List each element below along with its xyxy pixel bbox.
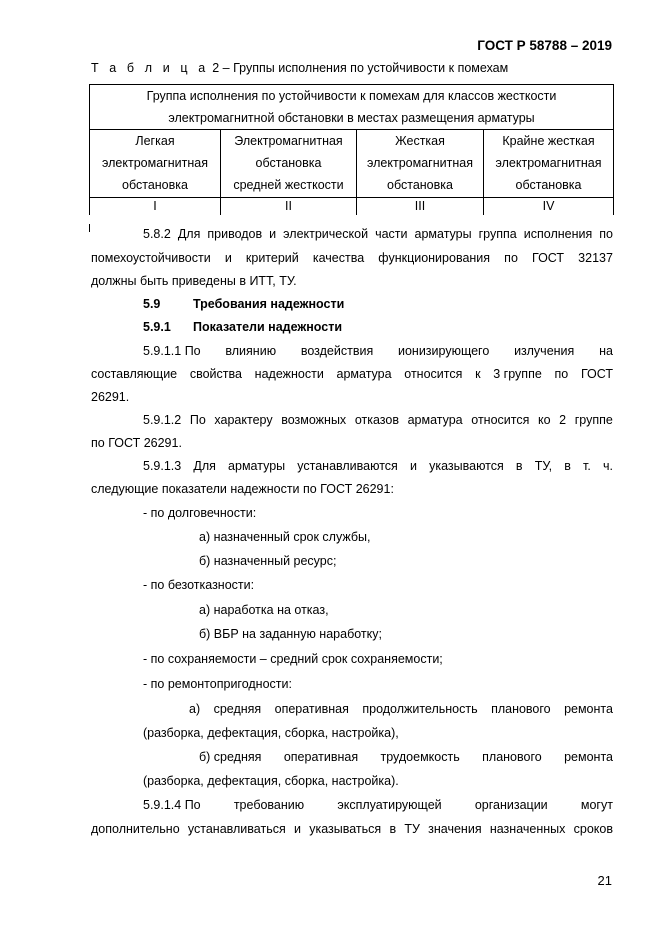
- word: помехоустойчивости: [91, 251, 211, 265]
- table-group-row: [90, 197, 614, 215]
- word: относится: [404, 367, 463, 381]
- column-header-extreme: [484, 130, 614, 198]
- paragraph-line: должны быть приведены в ИТТ, ТУ.: [91, 274, 297, 288]
- word: функционирования: [378, 251, 491, 265]
- word: 5.9.1.3: [143, 459, 182, 473]
- word: 2: [559, 413, 567, 427]
- column-header-medium: [221, 130, 357, 198]
- paragraph-line: [143, 413, 613, 427]
- word: оперативная: [283, 750, 359, 764]
- word: приводов: [207, 227, 263, 241]
- paragraph-line: [143, 344, 613, 358]
- word: ч.: [602, 459, 613, 473]
- word: продолжительность: [362, 702, 478, 716]
- table-caption-prefix: Т а б л и ц а: [91, 61, 209, 75]
- paragraph-line: [91, 251, 613, 265]
- paragraph-line: следующие показатели надежности по ГОСТ 26291:: [91, 482, 394, 496]
- table-group-header-line: электромагнитной обстановки в местах размещения арматуры: [168, 111, 535, 125]
- word: ионизирующего: [397, 344, 490, 358]
- word: критерий: [245, 251, 299, 265]
- word: 3 группе: [493, 367, 542, 381]
- column-header-line: средней жесткости: [233, 178, 344, 193]
- word: эксплуатирующей: [337, 798, 442, 812]
- word: воздействия: [300, 344, 374, 358]
- column-header-line: Легкая: [135, 134, 175, 148]
- word: характеру: [214, 413, 273, 427]
- word: устанавливаться: [187, 822, 286, 836]
- word: устанавливаются: [297, 459, 398, 473]
- word: относится: [471, 413, 530, 427]
- word: ко: [537, 413, 551, 427]
- word: требованию: [233, 798, 305, 812]
- paragraph-line: 26291.: [91, 390, 130, 404]
- word: ГОСТ: [532, 251, 565, 265]
- column-header-line: Электромагнитная: [234, 134, 343, 148]
- word: 5.9.1.1 По: [143, 344, 201, 358]
- paragraph-line: [143, 459, 613, 473]
- word: указываться: [309, 822, 382, 836]
- subsection-number: 5.9.1: [143, 320, 171, 334]
- column-header-light: [90, 130, 221, 198]
- table-group-header-line: Группа исполнения по устойчивости к помехам для классов жесткости: [146, 89, 557, 103]
- word: трудоемкость: [380, 750, 460, 764]
- list-item: - по безотказности:: [143, 578, 255, 592]
- word: планового: [482, 750, 542, 764]
- word: группе: [574, 413, 613, 427]
- list-subitem: а) назначенный срок службы,: [199, 530, 371, 544]
- word: ТУ: [404, 822, 420, 836]
- word: и: [409, 459, 417, 473]
- paragraph-line: [189, 702, 613, 716]
- paragraph-line: [199, 750, 613, 764]
- word: б) средняя: [199, 750, 262, 764]
- word: группа: [478, 227, 517, 241]
- group-cell: III: [357, 197, 484, 215]
- word: 5.9.1.2: [143, 413, 182, 427]
- word: 32137: [578, 251, 613, 265]
- paragraph-line: (разборка, дефектация, сборка, настройка).: [143, 774, 399, 788]
- word: свойства: [189, 367, 242, 381]
- word: ТУ,: [534, 459, 553, 473]
- paragraph-line: [91, 367, 613, 381]
- subsection-title: Показатели надежности: [193, 320, 343, 334]
- word: и: [224, 251, 232, 265]
- standard-header: ГОСТ Р 58788 – 2019: [477, 38, 612, 53]
- column-header-line: Жесткая: [395, 134, 445, 148]
- word: сроков: [573, 822, 613, 836]
- word: 5.9.1.4 По: [143, 798, 201, 812]
- word: а): [189, 702, 201, 716]
- table-group-header-row: [90, 85, 614, 130]
- word: отказов: [354, 413, 399, 427]
- table-caption-title: 2 – Группы исполнения по устойчивости к помехам: [208, 61, 509, 75]
- word: надежности: [254, 367, 324, 381]
- column-header-line: обстановка: [255, 156, 322, 171]
- list-subitem: а) наработка на отказ,: [199, 603, 329, 617]
- word: назначенных: [489, 822, 566, 836]
- word: излучения: [514, 344, 575, 358]
- word: в: [515, 459, 523, 473]
- word: и: [269, 227, 277, 241]
- section-title: Требования надежности: [193, 297, 345, 311]
- word: арматуры: [414, 227, 472, 241]
- table-caption: [91, 61, 508, 75]
- table-edge-mark: [89, 224, 90, 232]
- paragraph-line: [91, 822, 613, 836]
- paragraph-line: (разборка, дефектация, сборка, настройка),: [143, 726, 399, 740]
- word: значения: [428, 822, 482, 836]
- word: ремонта: [564, 702, 613, 716]
- word: арматура: [336, 367, 392, 381]
- word: могут: [580, 798, 613, 812]
- column-header-line: электромагнитная: [495, 156, 602, 171]
- group-cell: IV: [484, 197, 614, 215]
- group-cell: II: [221, 197, 357, 215]
- column-header-line: обстановка: [122, 178, 188, 193]
- table-group-header: [90, 85, 614, 130]
- list-item: - по ремонтопригодности:: [143, 677, 292, 691]
- word: 5.8.2: [143, 227, 171, 241]
- column-header-line: Крайне жесткая: [502, 134, 595, 148]
- word: влиянию: [225, 344, 277, 358]
- word: в: [389, 822, 397, 836]
- list-item: - по сохраняемости – средний срок сохраняемости;: [143, 652, 443, 666]
- column-header-hard: [357, 130, 484, 198]
- word: организации: [474, 798, 548, 812]
- word: дополнительно: [91, 822, 180, 836]
- column-header-line: обстановка: [387, 178, 453, 193]
- word: арматуры: [228, 459, 286, 473]
- word: к: [475, 367, 481, 381]
- list-subitem: б) ВБР на заданную наработку;: [199, 627, 382, 641]
- word: по: [554, 367, 569, 381]
- interference-groups-table: [89, 84, 614, 215]
- word: по: [599, 227, 613, 241]
- word: т.: [583, 459, 591, 473]
- table-column-header-row: [90, 130, 614, 198]
- word: арматура: [407, 413, 463, 427]
- word: ремонта: [564, 750, 613, 764]
- page-number: 21: [597, 873, 612, 888]
- word: и: [293, 822, 301, 836]
- paragraph-line: [143, 227, 613, 241]
- word: на: [599, 344, 613, 358]
- list-item: - по долговечности:: [143, 506, 257, 520]
- column-header-line: электромагнитная: [367, 156, 473, 171]
- word: средняя: [213, 702, 262, 716]
- word: исполнения: [523, 227, 593, 241]
- word: в: [564, 459, 571, 473]
- word: указываются: [429, 459, 504, 473]
- word: планового: [491, 702, 551, 716]
- word: по: [504, 251, 518, 265]
- paragraph-line: по ГОСТ 26291.: [91, 436, 182, 450]
- word: составляющие: [91, 367, 178, 381]
- group-cell: I: [90, 197, 221, 215]
- paragraph-line: [143, 798, 613, 812]
- word: По: [189, 413, 206, 427]
- word: Для: [193, 459, 216, 473]
- column-header-line: обстановка: [515, 178, 582, 193]
- word: оперативная: [274, 702, 349, 716]
- word: ГОСТ: [580, 367, 613, 381]
- section-number: 5.9: [143, 297, 161, 311]
- column-header-line: электромагнитная: [102, 156, 208, 171]
- word: электрической: [283, 227, 369, 241]
- word: части: [375, 227, 408, 241]
- list-subitem: б) назначенный ресурс;: [199, 554, 337, 568]
- word: возможных: [281, 413, 347, 427]
- word: Для: [177, 227, 201, 241]
- word: качества: [312, 251, 365, 265]
